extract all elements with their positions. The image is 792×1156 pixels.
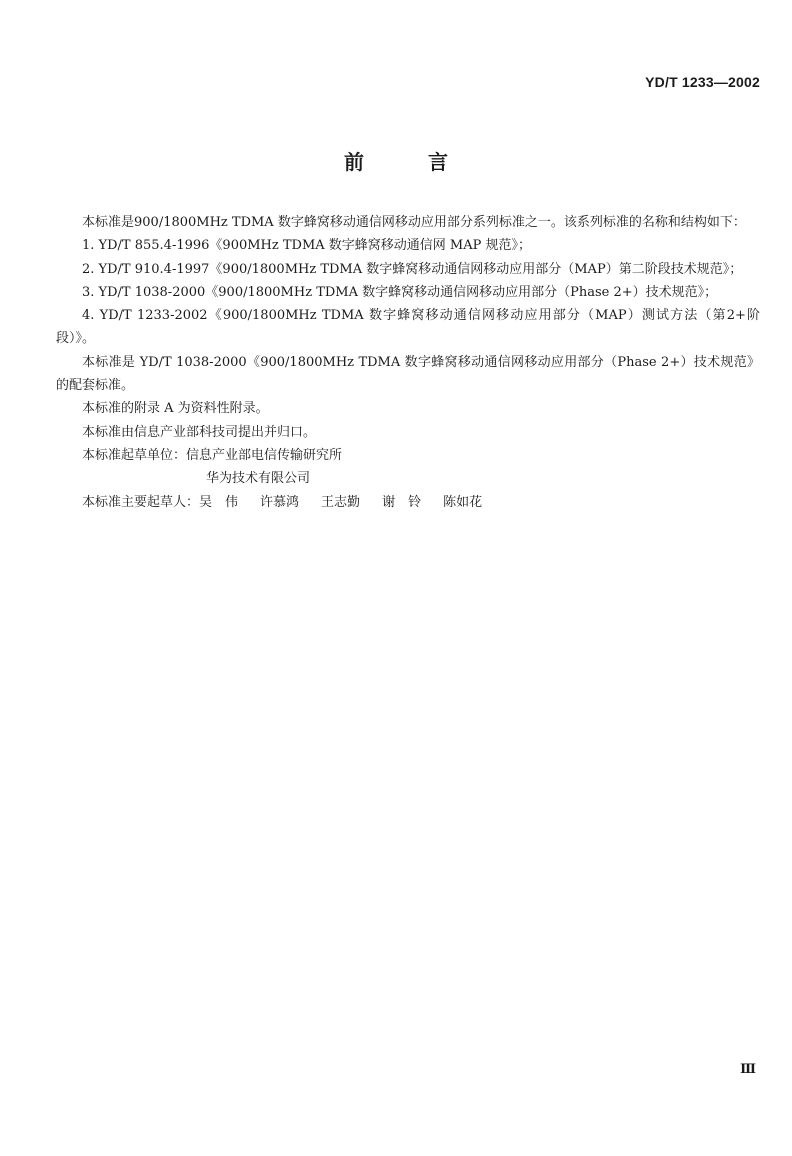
drafter-name: 陈如花 — [443, 494, 483, 510]
drafting-unit-1: 信息产业部电信传输研究所 — [186, 447, 343, 463]
drafting-unit-2: 华为技术有限公司 — [206, 471, 311, 487]
series-item-1: 1. YD/T 855.4-1996《900MHz TDMA 数字蜂窝移动通信网 MAP 规范》； — [82, 238, 531, 254]
drafting-units-paragraph — [56, 444, 760, 491]
page-number: Ⅲ — [740, 1062, 756, 1077]
drafter-name: 谢 铃 — [382, 494, 422, 510]
series-item-3: 3. YD/T 1038-2000《900/1800MHz TDMA 数字蜂窝移动通信网移动应用部分（Phase 2+）技术规范》； — [82, 284, 718, 300]
page-title — [0, 146, 792, 175]
drafter-name: 吴 伟 — [199, 494, 239, 510]
supporting-standard-paragraph: 本标准是 YD/T 1038-2000《900/1800MHz TDMA 数字蜂窝移动通信网移动应用部分（Phase 2+）技术规范》的配套标准。 — [56, 354, 760, 394]
drafting-units-label: 本标准起草单位： — [82, 447, 187, 463]
drafter-name: 王志勤 — [321, 494, 361, 510]
proposed-by-paragraph: 本标准由信息产业部科技司提出并归口。 — [82, 424, 317, 440]
drafters-paragraph — [56, 491, 760, 514]
standard-code: YD/T 1233—2002 — [645, 74, 760, 90]
title-char-1: 前 — [344, 150, 364, 174]
series-item-4: 4. YD/T 1233-2002《900/1800MHz TDMA 数字蜂窝移动通信网移动应用部分（MAP）测试方法（第2+阶段）》。 — [56, 308, 760, 347]
title-char-2: 言 — [428, 150, 448, 174]
drafter-name: 许慕鸿 — [260, 494, 300, 510]
foreword-body — [56, 211, 760, 514]
series-item-2: 2. YD/T 910.4-1997《900/1800MHz TDMA 数字蜂窝移动通信网移动应用部分（MAP）第二阶段技术规范》； — [82, 261, 743, 277]
intro-paragraph: 本标准是900/1800MHz TDMA 数字蜂窝移动通信网移动应用部分系列标准之一。该系列标准的名称和结构如下： — [82, 215, 746, 230]
annex-paragraph: 本标准的附录 A 为资料性附录。 — [82, 401, 269, 417]
drafters-label: 本标准主要起草人： — [82, 494, 200, 510]
